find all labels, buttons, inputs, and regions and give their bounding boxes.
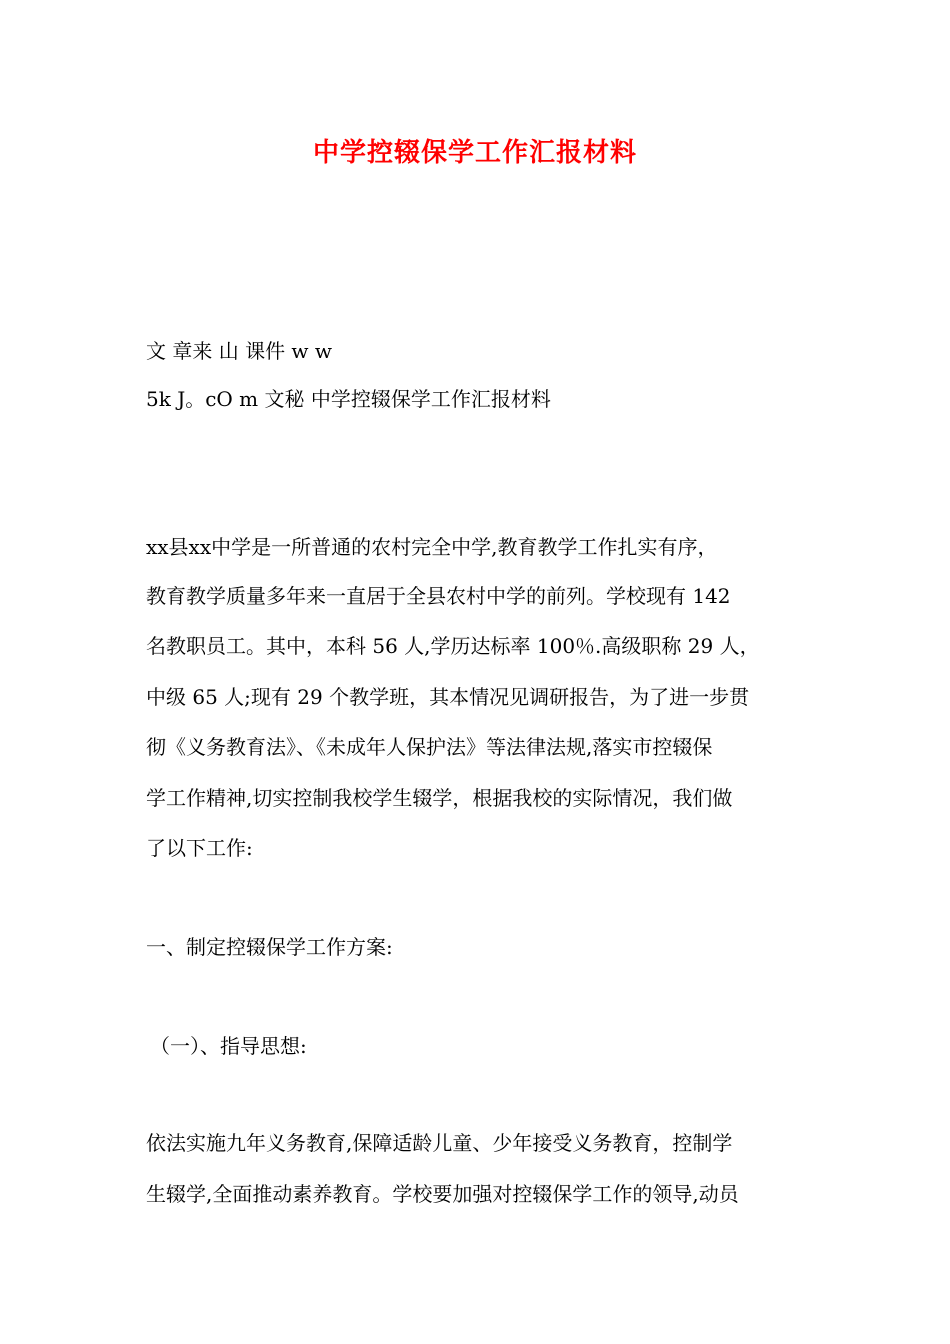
- intro-line-4: 中级 65 人;现有 29 个教学班，其本情况见调研报告，为了进一步贯: [146, 685, 750, 709]
- intro-line-3: 名教职员工。其中，本科 56 人,学历达标率 100％.高级职称 29 人，: [146, 634, 760, 658]
- intro-line-2: 教育教学质量多年来一直居于全县农村中学的前列。学校现有 142: [146, 584, 731, 608]
- subsection-heading: （一）、指导思想:: [150, 1034, 307, 1058]
- guidance-line-2: 生辍学,全面推动素养教育。学校要加强对控辍保学工作的领导,动员: [146, 1182, 739, 1206]
- source-line-1: 文 章来 山 课件 w w: [146, 339, 333, 363]
- section-heading: 一、制定控辍保学工作方案:: [146, 935, 393, 959]
- intro-line-5: 彻《义务教育法》、《未成年人保护法》等法律法规,落实市控辍保: [146, 735, 713, 759]
- intro-line-7: 了以下工作:: [146, 836, 253, 860]
- intro-line-6: 学工作精神,切实控制我校学生辍学，根据我校的实际情况，我们做: [146, 786, 733, 810]
- source-line-2: 5k J。cO m 文秘 中学控辍保学工作汇报材料: [146, 387, 551, 411]
- guidance-line-1: 依法实施九年义务教育,保障适龄儿童、少年接受义务教育，控制学: [146, 1131, 733, 1155]
- intro-line-1: xx县xx中学是一所普通的农村完全中学,教育教学工作扎实有序，: [146, 535, 718, 559]
- document-title: 中学控辍保学工作汇报材料: [312, 138, 637, 168]
